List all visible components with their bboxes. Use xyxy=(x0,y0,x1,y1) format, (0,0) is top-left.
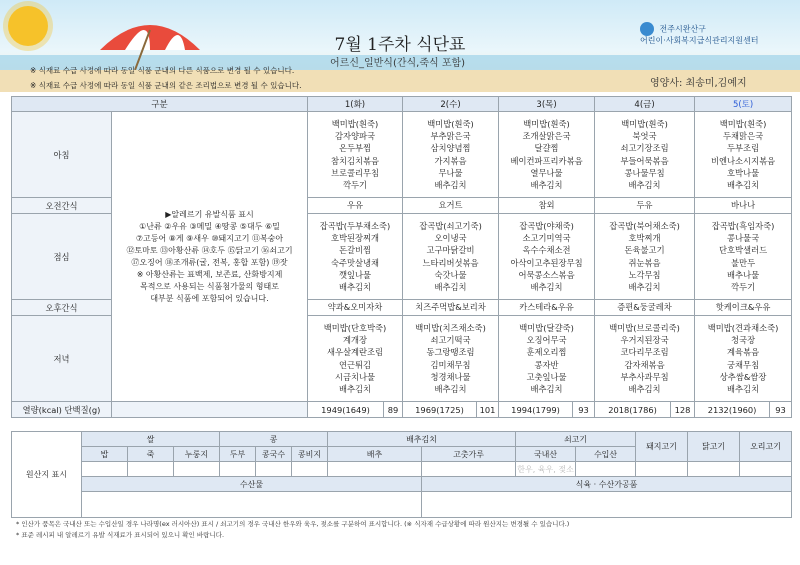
menu-item: 배추김치 xyxy=(628,180,661,191)
menu-cell xyxy=(595,198,695,214)
menu-item: 돈육불고기 xyxy=(624,245,665,256)
allergy-line: ①난류 ②우유 ③메밀 ④땅콩 ⑤대두 ⑥밀 xyxy=(139,221,280,231)
menu-item: 호박찌개 xyxy=(628,232,661,243)
energy-label: 열량(kcal) xyxy=(22,404,62,415)
menu-cell xyxy=(595,316,695,402)
origin-bean: 콩 xyxy=(220,432,328,447)
menu-item: 부추맑은국 xyxy=(430,130,471,141)
menu-item: 가지볶음 xyxy=(434,155,467,166)
menu-item: 계육볶음 xyxy=(727,347,760,358)
menu-item: 옥수수채소전 xyxy=(522,245,571,256)
menu-item: 잡곡밥(북어채소죽) xyxy=(609,220,680,231)
menu-item: 새우살계란조림 xyxy=(326,347,384,358)
menu-item: 우유 xyxy=(346,200,364,211)
menu-cell xyxy=(595,112,695,198)
menu-cell xyxy=(403,316,499,402)
menu-cell xyxy=(308,316,403,402)
menu-item: 북엇국 xyxy=(632,130,657,141)
menu-item: 배추김치 xyxy=(338,282,372,293)
menu-item: 노각무침 xyxy=(628,269,661,280)
menu-item: 상추쌈&쌈장 xyxy=(719,371,767,382)
menu-item: 달걀찜 xyxy=(534,143,559,154)
row-energy xyxy=(12,402,792,418)
menu-item: 김미채무침 xyxy=(430,359,471,370)
menu-item: 부추사과무침 xyxy=(620,371,669,382)
kcal-value: 1969(1725) xyxy=(403,402,477,418)
menu-item: 바나나 xyxy=(731,200,756,211)
row-breakfast xyxy=(12,112,792,198)
menu-item: 백미밥(단호박죽) xyxy=(323,322,387,333)
protein-value: 89 xyxy=(384,402,403,418)
protein-value: 93 xyxy=(770,402,792,418)
menu-item: 쇠고기떡국 xyxy=(430,334,471,345)
origin-pork: 돼지고기 xyxy=(636,432,688,462)
menu-item: 어묵콩소스볶음 xyxy=(518,269,575,280)
origin-sub: 국내산 xyxy=(516,447,576,462)
menu-item: 오이냉국 xyxy=(434,232,467,243)
header-category: 구분 xyxy=(12,97,308,112)
menu-item: 느타리버섯볶음 xyxy=(422,257,479,268)
menu-cell xyxy=(308,300,403,316)
org-line1: 전주시완산구 xyxy=(659,24,706,34)
kcal-value: 2132(1960) xyxy=(695,402,770,418)
menu-cell xyxy=(595,214,695,300)
menu-item: 쥐눈볶음 xyxy=(628,257,661,268)
allergy-line: ⑫토마토 ⑬아황산류 ⑭호두 ⑮닭고기 ⑯쇠고기 xyxy=(126,245,293,255)
origin-sub: 콩국수 xyxy=(256,447,292,462)
origin-sub: 죽 xyxy=(128,447,174,462)
menu-item: 참치김치볶음 xyxy=(330,155,380,166)
org-line2: 어린이·사회복지급식관리지원센터 xyxy=(640,36,759,45)
menu-item: 부들어묵볶음 xyxy=(620,155,669,166)
notice-2: ※ 식재료 수급 사정에 따라 동일 식품 군내의 같은 조리법으로 변경 될 수 있습니다. xyxy=(30,81,302,90)
menu-item: 백미밥(흰죽) xyxy=(719,118,767,129)
menu-item: 숙주맛살냉채 xyxy=(330,257,380,268)
menu-item: 아삭이고추된장무침 xyxy=(510,257,583,268)
menu-item: 백미밥(흰죽) xyxy=(331,118,379,129)
menu-item: 궁채무침 xyxy=(727,359,760,370)
menu-item: 치즈주먹밥&보리차 xyxy=(415,302,486,313)
menu-cell xyxy=(403,112,499,198)
menu-cell xyxy=(403,198,499,214)
menu-item: 코다리무조림 xyxy=(620,347,669,358)
kcal-value: 1949(1649) xyxy=(308,402,384,418)
menu-cell xyxy=(695,112,792,198)
menu-item: 배추김치 xyxy=(530,384,563,395)
menu-item: 배추김치 xyxy=(530,282,563,293)
menu-item: 배추김치 xyxy=(628,384,661,395)
menu-item: 요거트 xyxy=(438,200,463,211)
protein-label: 단백질(g) xyxy=(64,404,101,415)
menu-item: 호박나물 xyxy=(727,167,760,178)
origin-seafood: 수산물 xyxy=(82,477,422,492)
menu-cell xyxy=(695,214,792,300)
menu-item: 우거지된장국 xyxy=(620,334,669,345)
menu-item: 배추김치 xyxy=(434,384,467,395)
origin-label: 원산지 표시 xyxy=(12,432,82,518)
menu-item: 감자채볶음 xyxy=(624,359,665,370)
label-lunch: 점심 xyxy=(12,214,112,300)
menu-item: 감자양파국 xyxy=(334,130,376,141)
menu-item: 깍두기 xyxy=(731,282,756,293)
menu-item: 약과&오미자차 xyxy=(327,302,383,313)
menu-item: 열무나물 xyxy=(530,167,563,178)
menu-item: 삼치양념찜 xyxy=(430,143,471,154)
origin-kimchi: 배추김치 xyxy=(328,432,516,447)
menu-item: 단호박샐러드 xyxy=(719,245,768,256)
menu-item: 온두부찜 xyxy=(338,143,372,154)
menu-item: 호박된장찌개 xyxy=(330,232,380,243)
menu-item: 배추김치 xyxy=(434,180,467,191)
menu-item: 배추김치 xyxy=(338,384,372,395)
menu-cell xyxy=(695,198,792,214)
menu-item: 불만두 xyxy=(731,257,756,268)
menu-item: 비엔나소시지볶음 xyxy=(711,155,776,166)
footnote-1: * 인산가 품목은 국내산 또는 수입산일 경우 나라명(ex 러시아산) 표시 / 쇠고기의 경우 국내산 한우와 육우, 젖소를 구분하여 표시합니다. (※ 식자재 수급상황에 따라 원산지는 변경될 수 있습니다.) xyxy=(16,520,570,528)
origin-duck: 오리고기 xyxy=(740,432,792,462)
org-emblem-icon xyxy=(640,22,654,36)
label-energy xyxy=(12,402,112,418)
menu-item: 핫케이크&우유 xyxy=(715,302,771,313)
menu-item: 숙갓나물 xyxy=(434,269,467,280)
menu-item: 베이컨파프리카볶음 xyxy=(510,155,583,166)
label-afternoon-snack: 오후간식 xyxy=(12,300,112,316)
menu-item: 소고기미역국 xyxy=(522,232,571,243)
origin-sub: 누룽지 xyxy=(174,447,220,462)
label-breakfast: 아침 xyxy=(12,112,112,198)
menu-cell xyxy=(403,214,499,300)
menu-item: 백미밥(치즈채소죽) xyxy=(415,322,486,333)
menu-item: 시금치나물 xyxy=(334,371,376,382)
menu-item: 고구마닭갈비 xyxy=(426,245,475,256)
menu-cell xyxy=(499,214,595,300)
menu-item: 콩나물무침 xyxy=(624,167,665,178)
allergy-line: ⑦고등어 ⑧게 ⑨새우 ⑩돼지고기 ⑪복숭아 xyxy=(135,233,284,243)
menu-item: 콩자반 xyxy=(534,359,559,370)
menu-cell xyxy=(308,198,403,214)
menu-item: 배추김치 xyxy=(628,282,661,293)
menu-item: 브로콜리무침 xyxy=(330,167,380,178)
menu-table xyxy=(11,96,792,418)
menu-cell xyxy=(695,316,792,402)
menu-item: 잡곡밥(흑임자죽) xyxy=(711,220,775,231)
origin-sub: 배추 xyxy=(328,447,422,462)
origin-sub: 고춧가루 xyxy=(422,447,516,462)
menu-item: 동그랑땡조림 xyxy=(426,347,475,358)
label-morning-snack: 오전간식 xyxy=(12,198,112,214)
menu-item: 배추김치 xyxy=(530,180,563,191)
menu-cell xyxy=(499,300,595,316)
menu-item: 잡곡밥(야채죽) xyxy=(519,220,574,231)
menu-item: 배추김치 xyxy=(727,384,760,395)
header-banner xyxy=(0,0,800,92)
menu-item: 참외 xyxy=(538,200,555,211)
menu-item: 청경채나물 xyxy=(430,371,471,382)
menu-item: 배추김치 xyxy=(434,282,467,293)
menu-item: 오징어무국 xyxy=(526,334,567,345)
menu-cell xyxy=(695,300,792,316)
menu-cell xyxy=(499,112,595,198)
menu-cell xyxy=(403,300,499,316)
menu-item: 증편&둥굴레차 xyxy=(617,302,672,313)
menu-item: 돈갈비찜 xyxy=(338,245,372,256)
nutritionist: 영양사: 최송미,김예지 xyxy=(650,78,747,89)
menu-item: 두부조림 xyxy=(727,143,760,154)
org-logo xyxy=(640,22,758,46)
menu-item: 두채맑은국 xyxy=(723,130,764,141)
origin-sub: 콩비지 xyxy=(292,447,328,462)
menu-item: 백미밥(견과채소죽) xyxy=(707,322,779,333)
label-dinner: 저녁 xyxy=(12,316,112,402)
menu-item: 백미밥(흰죽) xyxy=(523,118,570,129)
menu-item: 백미밥(흰죽) xyxy=(427,118,474,129)
origin-chicken: 닭고기 xyxy=(688,432,740,462)
kcal-value: 2018(1786) xyxy=(595,402,671,418)
menu-item: 잡곡밥(두부채소죽) xyxy=(319,220,391,231)
menu-item: 계개장 xyxy=(342,334,368,345)
allergy-line: 대부분 식품에 포함되어 있습니다. xyxy=(150,293,269,303)
protein-value: 93 xyxy=(573,402,595,418)
menu-item: 조개살맑은국 xyxy=(522,130,571,141)
menu-cell xyxy=(499,316,595,402)
menu-header-row xyxy=(12,97,792,112)
notice-1: ※ 식재료 수급 사정에 따라 동일 식품 군내의 다른 식품으로 변경 될 수 있습니다. xyxy=(30,66,295,75)
menu-item: 백미밥(달걀죽) xyxy=(519,322,574,333)
menu-item: 훈제오리찜 xyxy=(526,347,567,358)
menu-item: 카스테라&우유 xyxy=(519,302,574,313)
menu-cell xyxy=(308,112,403,198)
menu-item: 콩나물국 xyxy=(727,232,760,243)
menu-item: 잡곡밥(쇠고기죽) xyxy=(419,220,482,231)
origin-table xyxy=(11,431,792,518)
header-day-3: 3(목) xyxy=(499,97,595,112)
menu-item: 배추김치 xyxy=(727,180,760,191)
menu-item: 배추나물 xyxy=(727,269,760,280)
menu-item: 연근튀김 xyxy=(338,359,372,370)
origin-rice: 쌀 xyxy=(82,432,220,447)
page-title: 7월 1주차 식단표 xyxy=(334,35,466,55)
beef-origin-value: 한우, 육우, 젖소 xyxy=(516,462,576,477)
menu-item: 쇠고기장조림 xyxy=(620,143,669,154)
allergy-line: ⑰오징어 ⑱조개류(굴, 전복, 홍합 포함) ⑲잣 xyxy=(131,257,288,267)
origin-sub: 두부 xyxy=(220,447,256,462)
header-day-5: 5(토) xyxy=(695,97,792,112)
menu-item: 청국장 xyxy=(731,334,756,345)
origin-sub: 밥 xyxy=(82,447,128,462)
menu-item: 백미밥(흰죽) xyxy=(621,118,668,129)
allergy-title: ▶알레르기 유발식품 표시 xyxy=(165,209,254,219)
header-day-1: 1(화) xyxy=(308,97,403,112)
footnote-2: * 표준 레시피 내 알레르기 유발 식재료가 표시되어 있으니 확인 바랍니다. xyxy=(16,531,225,539)
origin-beef: 쇠고기 xyxy=(516,432,636,447)
header-day-4: 4(금) xyxy=(595,97,695,112)
menu-cell xyxy=(499,198,595,214)
origin-sub: 수입산 xyxy=(576,447,636,462)
menu-cell xyxy=(595,300,695,316)
menu-item: 백미밥(브로콜리죽) xyxy=(609,322,680,333)
menu-cell xyxy=(308,214,403,300)
origin-seafood-proc: 식육 · 수산가공품 xyxy=(422,477,792,492)
header-day-2: 2(수) xyxy=(403,97,499,112)
allergy-line: ※ 아황산류는 표백제, 보존료, 산화방지제 xyxy=(136,269,283,279)
protein-value: 101 xyxy=(477,402,499,418)
protein-value: 128 xyxy=(671,402,695,418)
menu-item: 두유 xyxy=(636,200,653,211)
page-subtitle: 어르신_일반식(간식,죽식 포함) xyxy=(330,58,466,69)
allergy-info xyxy=(112,112,308,402)
kcal-value: 1994(1799) xyxy=(499,402,573,418)
menu-item: 고춧잎나물 xyxy=(526,371,567,382)
menu-item: 깻잎나물 xyxy=(338,269,372,280)
menu-item: 깍두기 xyxy=(342,180,368,191)
allergy-line: 목적으로 사용되는 식품첨가물의 형태로 xyxy=(139,281,279,291)
menu-item: 무나물 xyxy=(438,167,463,178)
